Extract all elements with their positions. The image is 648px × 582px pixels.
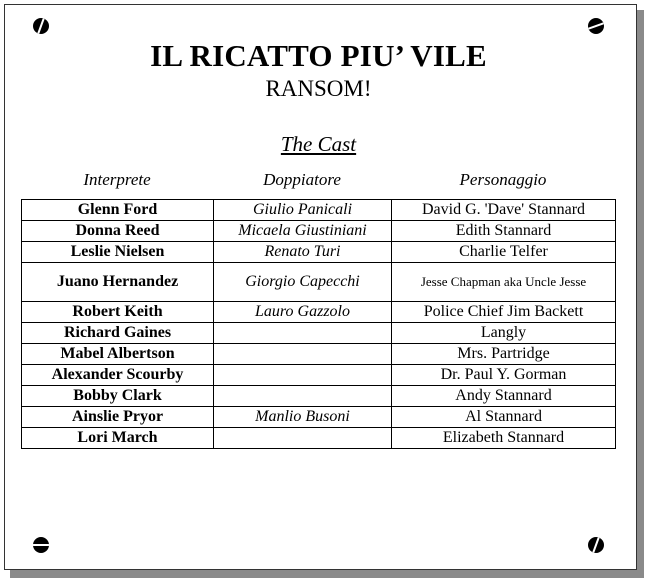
- table-row: [22, 242, 616, 263]
- column-header-personaggio: Personaggio: [459, 170, 547, 189]
- screw-icon-top-right: [588, 18, 604, 34]
- actor-cell: Juano Hernandez: [22, 263, 214, 302]
- dubber-cell: Giorgio Capecchi: [214, 263, 392, 302]
- table-row: [22, 263, 616, 302]
- column-header-interprete: Interprete: [83, 170, 151, 189]
- table-row: [22, 344, 616, 365]
- table-row: [22, 323, 616, 344]
- cast-heading: The Cast: [280, 132, 357, 156]
- actor-cell: Bobby Clark: [22, 386, 214, 407]
- role-cell: David G. 'Dave' Stannard: [392, 200, 616, 221]
- dubber-cell: [214, 365, 392, 386]
- dubber-cell: Lauro Gazzolo: [214, 302, 392, 323]
- screw-icon-bottom-left: [33, 537, 49, 553]
- actor-cell: Alexander Scourby: [22, 365, 214, 386]
- dubber-cell: [214, 386, 392, 407]
- dubber-cell: Giulio Panicali: [214, 200, 392, 221]
- cast-table: [21, 199, 616, 449]
- table-row: [22, 200, 616, 221]
- role-cell: Mrs. Partridge: [392, 344, 616, 365]
- actor-cell: Lori March: [22, 428, 214, 449]
- actor-cell: Glenn Ford: [22, 200, 214, 221]
- table-row: [22, 386, 616, 407]
- actor-cell: Richard Gaines: [22, 323, 214, 344]
- table-row: [22, 221, 616, 242]
- table-row: [22, 365, 616, 386]
- role-cell: Jesse Chapman aka Uncle Jesse: [392, 263, 616, 302]
- screw-icon-top-left: [33, 18, 49, 34]
- role-cell: Elizabeth Stannard: [392, 428, 616, 449]
- table-row: [22, 302, 616, 323]
- table-row: [22, 407, 616, 428]
- column-header-doppiatore: Doppiatore: [263, 170, 341, 189]
- dubber-cell: Manlio Busoni: [214, 407, 392, 428]
- screw-icon-bottom-right: [588, 537, 604, 553]
- role-cell: Police Chief Jim Backett: [392, 302, 616, 323]
- actor-cell: Leslie Nielsen: [22, 242, 214, 263]
- table-row: [22, 428, 616, 449]
- dubber-cell: [214, 344, 392, 365]
- actor-cell: Ainslie Pryor: [22, 407, 214, 428]
- film-original-title: RANSOM!: [265, 76, 372, 101]
- role-cell: Dr. Paul Y. Gorman: [392, 365, 616, 386]
- actor-cell: Mabel Albertson: [22, 344, 214, 365]
- film-title: IL RICATTO PIU’ VILE: [150, 38, 487, 73]
- role-cell: Al Stannard: [392, 407, 616, 428]
- dubber-cell: Micaela Giustiniani: [214, 221, 392, 242]
- actor-cell: Donna Reed: [22, 221, 214, 242]
- dubber-cell: [214, 323, 392, 344]
- dubber-cell: Renato Turi: [214, 242, 392, 263]
- role-cell: Andy Stannard: [392, 386, 616, 407]
- actor-cell: Robert Keith: [22, 302, 214, 323]
- role-cell: Langly: [392, 323, 616, 344]
- dubber-cell: [214, 428, 392, 449]
- role-cell: Edith Stannard: [392, 221, 616, 242]
- role-cell: Charlie Telfer: [392, 242, 616, 263]
